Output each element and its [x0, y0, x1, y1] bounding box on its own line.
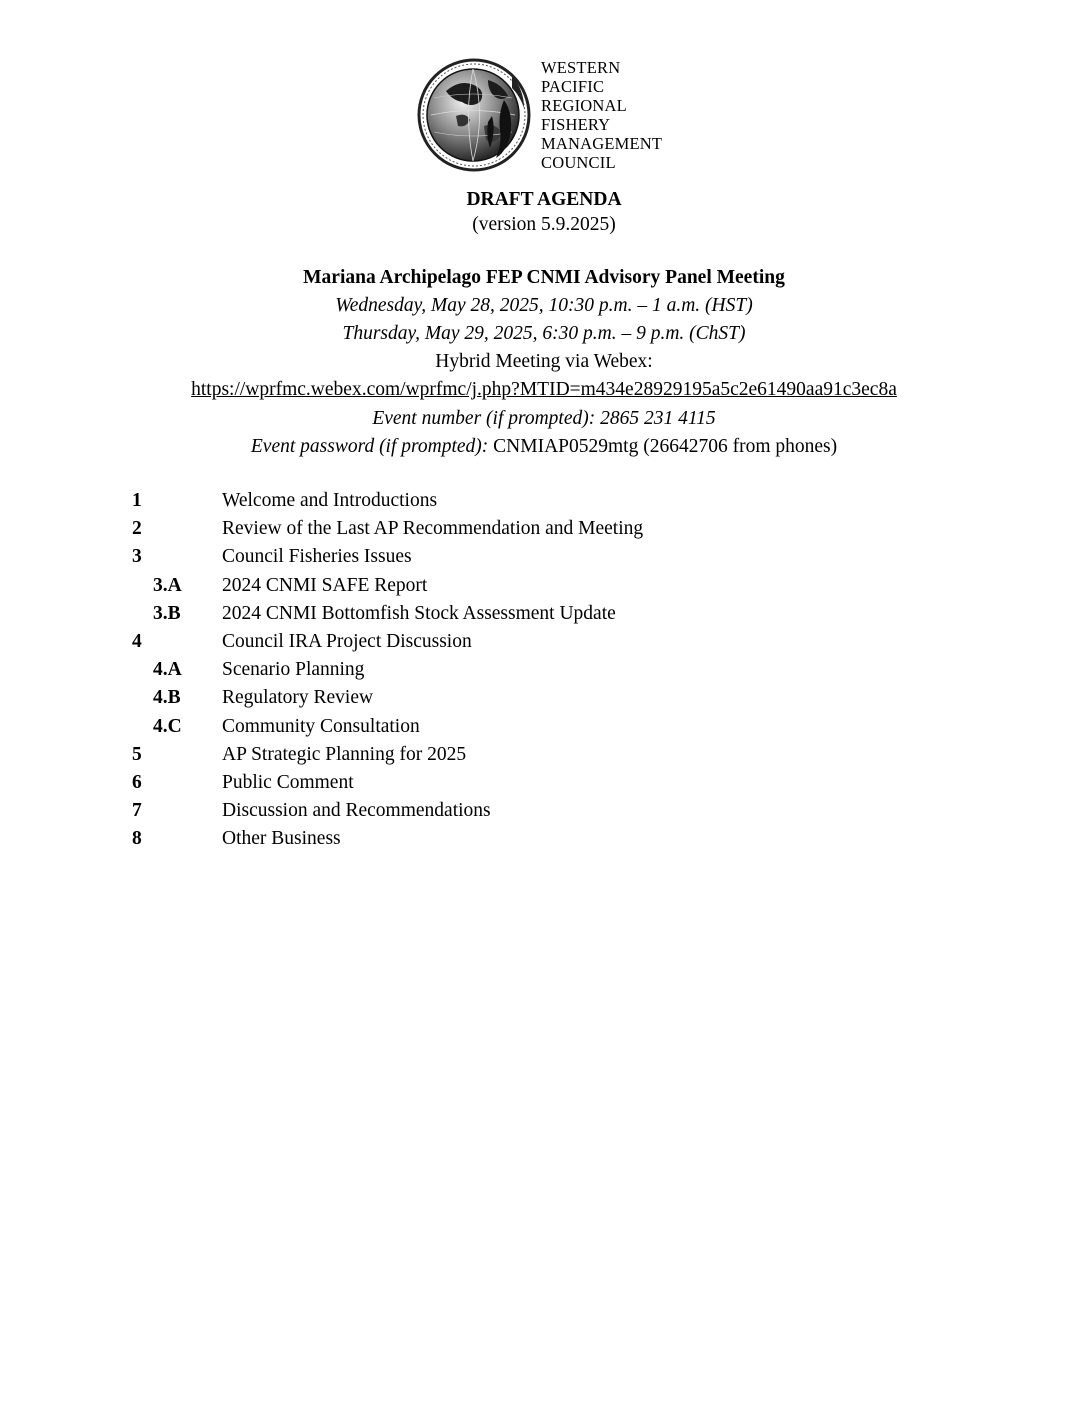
agenda-item-title: Scenario Planning — [222, 659, 365, 681]
agenda-item-title: 2024 CNMI Bottomfish Stock Assessment Update — [222, 602, 616, 624]
agenda-item-number: 3.A — [153, 574, 182, 596]
agenda-item — [0, 515, 1088, 543]
meeting-name: Mariana Archipelago FEP CNMI Advisory Panel Meeting — [303, 267, 785, 288]
logo-line: PACIFIC — [541, 77, 605, 96]
webex-link-row — [0, 378, 1088, 402]
agenda-subitem — [0, 656, 1088, 684]
agenda-item-number: 8 — [132, 828, 142, 850]
agenda-item-number: 3 — [132, 546, 142, 568]
agenda-item — [0, 797, 1088, 825]
agenda-item-title: Other Business — [222, 828, 341, 850]
agenda-item-number: 4.A — [153, 659, 182, 681]
agenda-item — [0, 487, 1088, 515]
agenda-item-number: 1 — [132, 490, 142, 511]
logo-line: MANAGEMENT — [541, 134, 663, 153]
agenda-subitem — [0, 684, 1088, 712]
hybrid-meeting-label: Hybrid Meeting via Webex: — [435, 351, 653, 372]
agenda-item-title: AP Strategic Planning for 2025 — [222, 743, 467, 765]
logo-line: FISHERY — [541, 115, 611, 134]
document-version: (version 5.9.2025) — [472, 214, 616, 235]
event-password-value: CNMIAP0529mtg (26642706 from phones) — [488, 436, 838, 457]
agenda-item-number: 4.C — [153, 715, 182, 737]
agenda-item-number: 7 — [132, 800, 142, 822]
agenda-item — [0, 628, 1088, 656]
agenda-item-title: Community Consultation — [222, 715, 420, 737]
council-logo — [416, 56, 676, 174]
logo-line: REGIONAL — [541, 96, 627, 115]
agenda-item-title: Council IRA Project Discussion — [222, 630, 472, 652]
agenda-item-title: Discussion and Recommendations — [222, 800, 491, 822]
agenda-subitem — [0, 572, 1088, 600]
event-password-label: Event password (if prompted): — [250, 436, 489, 457]
agenda-item — [0, 825, 1088, 853]
agenda-item-number: 2 — [132, 518, 142, 540]
agenda-item-title: Public Comment — [222, 771, 354, 793]
agenda-item-title: Council Fisheries Issues — [222, 546, 412, 568]
agenda-item-number: 3.B — [153, 602, 181, 624]
event-password-row — [0, 435, 1088, 459]
agenda-item-number: 4 — [132, 630, 142, 652]
agenda-subitem — [0, 713, 1088, 741]
council-name — [541, 58, 662, 172]
agenda-list — [0, 487, 1088, 853]
agenda-item-number: 4.B — [153, 687, 181, 709]
agenda-subitem — [0, 600, 1088, 628]
meeting-date-chst: Thursday, May 29, 2025, 6:30 p.m. – 9 p.m. (ChST) — [342, 323, 746, 344]
agenda-item-title: 2024 CNMI SAFE Report — [222, 574, 428, 596]
webex-link[interactable]: https://wprfmc.webex.com/wprfmc/j.php?MTID=m434e28929195a5c2e61490aa91c3ec8a — [191, 379, 897, 400]
agenda-item — [0, 769, 1088, 797]
agenda-item-title: Review of the Last AP Recommendation and Meeting — [222, 518, 644, 540]
agenda-item-number: 6 — [132, 771, 142, 793]
agenda-item-number: 5 — [132, 743, 142, 765]
agenda-item-title: Welcome and Introductions — [222, 490, 438, 511]
meeting-date-hst: Wednesday, May 28, 2025, 10:30 p.m. – 1 a.m. (HST) — [335, 295, 753, 316]
event-number: Event number (if prompted): 2865 231 4115 — [372, 408, 716, 429]
logo-line: WESTERN — [541, 58, 621, 77]
agenda-item — [0, 543, 1088, 571]
globe-emblem-icon — [416, 56, 534, 174]
agenda-item-title: Regulatory Review — [222, 687, 374, 709]
logo-line: COUNCIL — [541, 153, 616, 172]
agenda-item — [0, 741, 1088, 769]
document-title: DRAFT AGENDA — [466, 189, 622, 210]
